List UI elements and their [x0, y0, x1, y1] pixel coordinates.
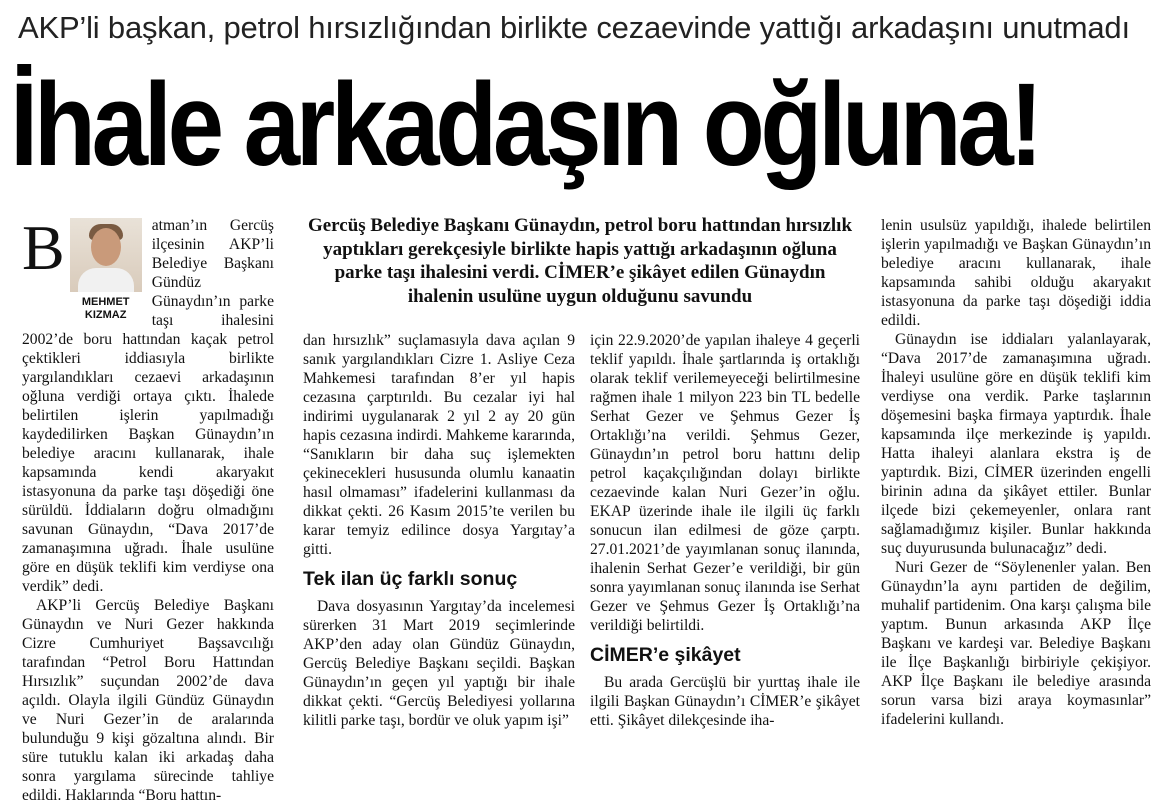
col2-paragraph-2: Dava dosyasının Yargıtay’da incelemesi sürerken 31 Mart 2019 seçimlerinde AKP’den aday olan Gündüz Günaydın, Gercüş Belediye Başkanı seçildi. Başkan Günaydın’ın geçen yıl yaptığı bir ihale dikkat çekti. “Gercüş Belediyesi yollarına kilitli parke taşı, bordür ve oluk yapım işi”	[303, 598, 575, 729]
column-1	[22, 212, 274, 805]
col4-paragraph-3: Nuri Gezer de “Söylenenler yalan. Ben Günaydın’la aynı partiden de değilim, muhalif partidenim. Ona karşı çalışma bile yaptım. Bunun arkasında AKP İlçe Başkanı ve kardeşi var. Belediye Başkanı ile İlçe Başkanlığı birbiriyle çekişiyor. AKP İlçe Başkanı ile belediye arasında sorun varsa bizi araya koymasınlar” ifadelerini kullandı.	[881, 559, 1151, 728]
subhead-tek-ilan: Tek ilan üç farklı sonuç	[303, 568, 518, 590]
column-2	[303, 331, 575, 730]
col3-paragraph-1: için 22.9.2020’de yapılan ihaleye 4 geçerli teklif yapıldı. İhale şartlarında iş ortaklığı olarak teklif verilemeyeceği belirtilmesine rağmen ihale 1 milyon 223 bin TL bedelle Serhat Gezer ve Şehmus Gezer İş Ortaklığı’na verildi. Şehmus Gezer, Günaydın’ın petrol boru hattını delip petrol kaçakçılığından dolayı birlikte cezaevinde kalan Nuri Gezer’in oğlu. EKAP üzerinde ihale ile ilgili üç farklı sonucun ilan edilmesi de göze çarptı. 27.01.2021’de yayımlanan sonuç ilanında, ihalenin Serhat Gezer’e verildiği, bir gün sonra yayımlanan sonuç ilanında ise Serhat Gezer ve Şehmus Gezer İş Ortaklığı’na verildiği belirtildi.	[590, 332, 860, 634]
lead-paragraph: Gercüş Belediye Başkanı Günaydın, petrol boru hattından hırsızlık yaptıkları gerekçesiyle birlikte hapis yattığı arkadaşının oğluna parke taşı ihalesini verdi. CİMER’e şikâyet edilen Günaydın ihalenin usulüne uygun olduğunu savundu	[307, 215, 853, 307]
col4-paragraph-2: Günaydın ise iddiaları yalanlayarak, “Dava 2017’de zamanaşımına uğradı. İhaleyi usulüne göre en düşük teklifi kim verdiyse ona verdik. Parke taşlarının döşemesini başka firmaya yaptırdık. İhale kapsamında ilçe merkezinde iş yapıldı. Hatta ihaleyi alanlara ekstra iş de yaptırdık. Bizi, CİMER üzerinden engelli birinin adına da şikâyet ettiler. Bunlar ilçede bizi çekemeyenler, onlara rant sağlamadığımız kişiler. Bunlar hakkında suç duyurusunda bulunacağız” dedi.	[881, 331, 1151, 557]
author-name: MEHMET KIZMAZ	[81, 296, 130, 321]
headline: İhale arkadaşın oğluna!	[10, 59, 1039, 191]
column-4	[881, 216, 1151, 729]
col4-paragraph-1: lenin usulsüz yapıldığı, ihalede belirtilen işlerin yapılmadığı ve Başkan Günaydın’ın belediye aracını kullanarak, ihale kapsamında sahibi olduğu akaryakıt istasyonuna da parke taşı döşediği iddia edildi.	[881, 217, 1151, 329]
column-3	[590, 331, 860, 730]
col3-paragraph-2: Bu arada Gercüşlü bir yurttaş ihale ile ilgili Başkan Günaydın’ı CİMER’e şikâyet etti. Şikâyet dilekçesinde iha-	[590, 674, 860, 729]
author-photo	[70, 218, 142, 292]
subhead-cimer: CİMER’e şikâyet	[590, 644, 741, 666]
col1-paragraph-2: AKP’li Gercüş Belediye Başkanı Günaydın ve Nuri Gezer hakkında Cizre Cumhuriyet Başsavcılığı tarafından “Petrol Boru Hattından Hırsızlık” suçundan 2002’de dava açıldı. Olayla ilgili Gündüz Günaydın ve Nuri Gezer’in de aralarında bulunduğu 9 kişi gözaltına alındı. Bir süre tutuklu kalan iki arkadaş daha sonra yargılama sürecinde tahliye edildi. Haklarında “Boru hattın-	[22, 597, 274, 804]
kicker-subtitle: AKP’li başkan, petrol hırsızlığından birlikte cezaevinde yattığı arkadaşını unutmadı	[18, 10, 1130, 45]
col2-paragraph-1: dan hırsızlık” suçlamasıyla dava açılan 9 sanık yargılandıkları Cizre 1. Asliye Ceza Mahkemesi tarafından 8’er yıl hapis cezasına çarptırıldı. Bu cezalar iyi hal indirimi uygulanarak 2 yıl 2 ay 20 gün hapis cezasına indirdi. Mahkeme kararında, “Sanıkların bir daha suç işlemekten çekinecekleri hususunda olumlu kanaatin hasıl olmaması” ifadelerini kullanması da dikkat çekti. 26 Kasım 2015’te verilen bu karar temyiz edilince dosya Yargıtay’a gitti.	[303, 332, 575, 558]
author-byline	[68, 218, 144, 328]
drop-cap: B	[22, 212, 65, 283]
col1-text-1: atman’ın Gercüş ilçesinin AKP’li Belediye Başkanı Gündüz Günaydın’ın parke taşı ihalesini 2002’de boru hattından kaçak petrol çektikleri iddiasıyla birlikte yargılandıkları cezaevi arkadaşının oğluna verdiği ortaya çıktı. İhalede belirtilen işlerin yapılmadığı kaydedilirken Başkan Günaydın’ın belediye aracını kullanarak, ihale kapsamında kendi akaryakıt istasyonuna da parke taşı döşediği öne sürüldü. İddiaların doğru olmadığını savunan Günaydın, “Dava 2017’de zamanaşımına uğradı. İhale usulüne göre en düşük teklifi kim verdiyse ona verdik” dedi.	[22, 217, 274, 595]
